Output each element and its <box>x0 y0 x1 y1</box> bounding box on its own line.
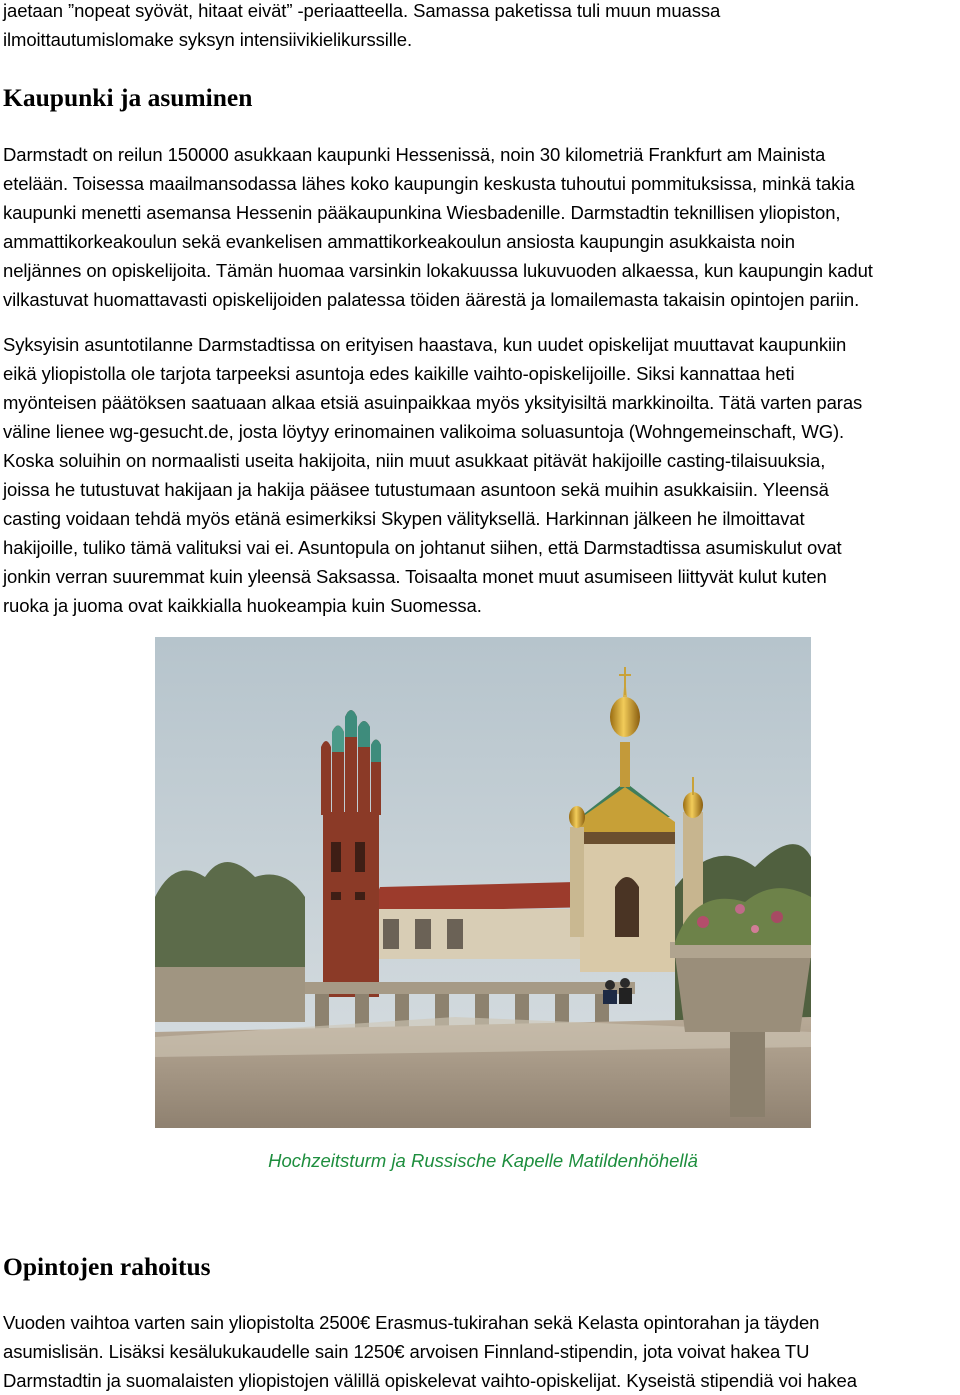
city-paragraph-2 <box>3 330 960 620</box>
text-line: ilmoittautumislomake syksyn intensiivikielikurssille. <box>3 29 413 50</box>
text-line: Syksyisin asuntotilanne Darmstadtissa on erityisen haastava, kun uudet opiskelijat muuttavat kaupunkiin <box>3 334 847 355</box>
intro-paragraph <box>3 0 960 54</box>
text-line: vilkastuvat huomattavasti opiskelijoiden palatessa töiden äärestä ja lomailemasta takaisin opintojen pariin. <box>3 289 860 310</box>
text-line: Koska soluihin on normaalisti useita hakijoita, niin muut asukkaat pitävät hakijoille casting-tilaisuuksia, <box>3 450 826 471</box>
text-line: jonkin verran suuremmat kuin yleensä Saksassa. Toisaalta monet muut asumiseen liittyvät kulut kuten <box>3 566 827 587</box>
text-line: kaupunki menetti asemansa Hessenin pääkaupunkina Wiesbadenille. Darmstadtin teknillisen yliopiston, <box>3 202 841 223</box>
text-line: neljännes on opiskelijoita. Tämän huomaa varsinkin lokakuussa lukuvuoden alkaessa, kun kaupungin kadut <box>3 260 873 281</box>
text-line: Darmstadt on reilun 150000 asukkaan kaupunki Hessenissä, noin 30 kilometriä Frankfurt am Mainista <box>3 144 826 165</box>
text-line: asumislisän. Lisäksi kesälukukaudelle sain 1250€ arvoisen Finnland-stipendin, jota voivat hakea TU <box>3 1341 810 1362</box>
text-line: hakijoille, tuliko tämä valituksi vai ei. Asuntopula on johtanut siihen, että Darmstadtissa asumiskulut ovat <box>3 537 842 558</box>
text-line: eikä yliopistolla ole tarjota tarpeeksi asuntoja edes kaikille vaihto-opiskelijoille. Siksi kannattaa heti <box>3 363 795 384</box>
city-paragraph-1 <box>3 140 960 314</box>
text-line: Darmstadtin ja suomalaisten yliopistojen välillä opiskelevat vaihto-opiskelijat. Kyseistä stipendiä voi hakea <box>3 1370 857 1391</box>
section-heading-city: Kaupunki ja asuminen <box>3 83 253 112</box>
funding-paragraph <box>3 1308 960 1395</box>
text-line: casting voidaan tehdä myös etänä esimerkiksi Skypen välityksellä. Harkinnan jälkeen he ilmoittavat <box>3 508 805 529</box>
photo-illustration <box>155 637 811 1128</box>
text-line: ammattikorkeakoulun sekä evankelisen ammattikorkeakoulun ansiosta kaupungin asukkaista noin <box>3 231 795 252</box>
text-line: myönteisen päätöksen saatuaan alkaa etsiä asuinpaikkaa myös yksityisiltä markkinoilta. Tätä varten paras <box>3 392 863 413</box>
figure-caption: Hochzeitsturm ja Russische Kapelle Matildenhöhellä <box>268 1150 698 1171</box>
text-line: väline lienee wg-gesucht.de, josta löytyy erinomainen valikoima soluasuntoja (Wohngemeinschaft, WG). <box>3 421 845 442</box>
text-line: Vuoden vaihtoa varten sain yliopistolta 2500€ Erasmus-tukirahan sekä Kelasta opintorahan ja täyden <box>3 1312 820 1333</box>
text-line: etelään. Toisessa maailmansodassa lähes koko kaupungin keskusta tuhoutui pommituksissa, minkä takia <box>3 173 855 194</box>
text-line: ruoka ja juoma ovat kaikkialla huokeampia kuin Suomessa. <box>3 595 482 616</box>
section-heading-funding: Opintojen rahoitus <box>3 1252 211 1281</box>
text-line: joissa he tutustuvat hakijaan ja hakija pääsee tutustumaan asuntoon sekä muihin asukkaisiin. Yleensä <box>3 479 829 500</box>
photo-hochzeitsturm-russian-chapel <box>155 637 811 1128</box>
text-line: jaetaan ”nopeat syövät, hitaat eivät” -periaatteella. Samassa paketissa tuli muun muassa <box>3 0 721 21</box>
